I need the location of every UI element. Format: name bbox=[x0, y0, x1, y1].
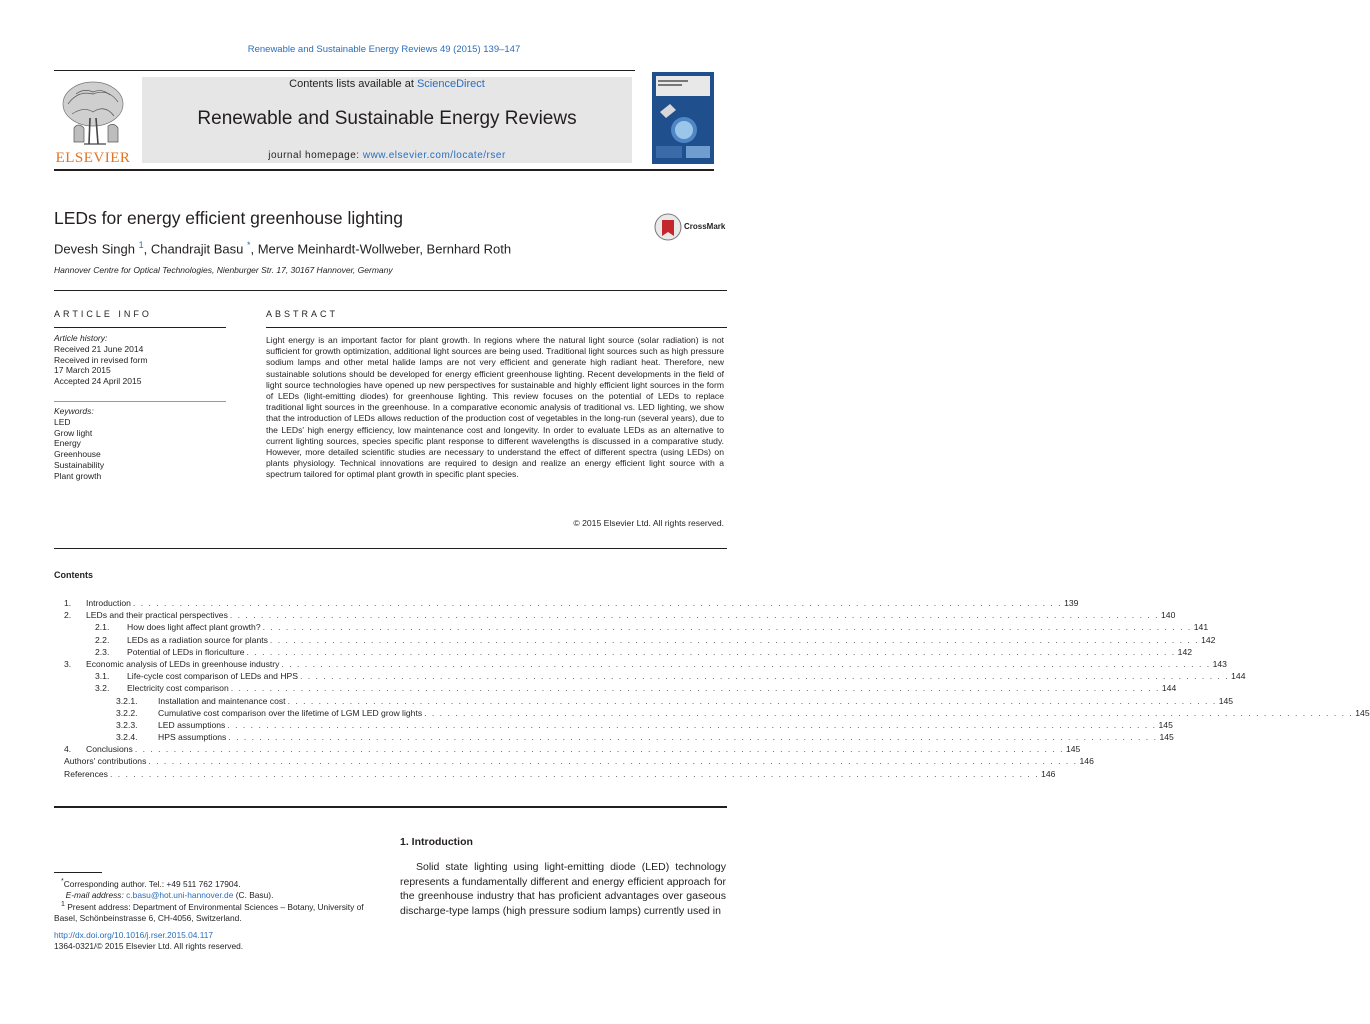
keywords-label: Keywords: bbox=[54, 406, 94, 416]
toc-entry-page[interactable]: 145 bbox=[1065, 744, 1081, 755]
toc-entry-title[interactable]: LEDs as a radiation source for plants bbox=[127, 634, 268, 645]
toc-leader-dots: . . . . . . . . . . . . . . . . . . . . . . . . . . . . . . . . . . . . . . . . . . . . . . . . . . . . . . . . . . . . . . . . . . . . . . . . . . . . . . . . . . . . . . . . . . . . . . . . . . . . . . . . . . . . . . . . . . . . . . . . bbox=[132, 598, 1063, 608]
keyword: LED bbox=[54, 416, 71, 427]
toc-entry-title[interactable]: Introduction bbox=[86, 598, 131, 608]
keyword: Sustainability bbox=[54, 459, 105, 470]
toc-entry-title[interactable]: Conclusions bbox=[86, 744, 133, 755]
toc-entry[interactable] bbox=[64, 768, 1056, 781]
keyword: Energy bbox=[54, 438, 81, 449]
article-info-heading: ARTICLE INFO bbox=[54, 309, 152, 319]
history-line: Received in revised form bbox=[54, 354, 148, 365]
toc-entry[interactable] bbox=[64, 707, 1370, 720]
article-history bbox=[54, 333, 148, 387]
author-name[interactable]: Devesh Singh bbox=[54, 241, 135, 257]
author-name[interactable]: Merve Meinhardt-Wollweber bbox=[257, 241, 420, 257]
journal-homepage-link[interactable]: www.elsevier.com/locate/rser bbox=[362, 150, 506, 161]
author-name[interactable]: Bernhard Roth bbox=[426, 241, 512, 257]
toc-leader-dots: . . . . . . . . . . . . . . . . . . . . . . . . . . . . . . . . . . . . . . . . . . . . . . . . . . . . . . . . . . . . . . . . . . . . . . . . . . . . . . . . . . . . . . . . . . . . . . . . . . . . . . . . . . . . . . . . . . . . . . . . bbox=[227, 719, 1157, 730]
toc-entry-title[interactable]: How does light affect plant growth? bbox=[127, 622, 261, 633]
toc-entry-page[interactable]: 145 bbox=[1355, 707, 1370, 718]
email-link[interactable]: c.basu@hot.uni-hannover.de bbox=[126, 889, 234, 900]
author-affiliation: Hannover Centre for Optical Technologies, Nienburger Str. 17, 30167 Hannover, Germany bbox=[54, 265, 393, 275]
author-footnote-mark[interactable]: 1 bbox=[138, 240, 144, 250]
header-bottom-rule bbox=[54, 169, 714, 171]
toc-leader-dots: . . . . . . . . . . . . . . . . . . . . . . . . . . . . . . . . . . . . . . . . . . . . . . . . . . . . . . . . . . . . . . . . . . . . . . . . . . . . . . . . . . . . . . . . . . . . . . . . . . . . . . . . . . . . . . . . . . . . . . . . bbox=[281, 658, 1211, 669]
table-of-contents bbox=[64, 598, 1370, 781]
toc-entry-number: 3.2. bbox=[95, 683, 110, 694]
contents-rule bbox=[54, 548, 727, 549]
toc-leader-dots: . . . . . . . . . . . . . . . . . . . . . . . . . . . . . . . . . . . . . . . . . . . . . . . . . . . . . . . . . . . . . . . . . . . . . . . . . . . . . . . . . . . . . . . . . . . . . . . . . . . . . . . . . . . . . . . . . . . . . . . . bbox=[424, 707, 1354, 718]
toc-entry-number: 3. bbox=[64, 658, 72, 669]
abstract-text: Light energy is an important factor for plant growth. In regions where the natural light source (solar radiation) is not sufficient for growth optimization, additional light sources are being used. Traditional light sources such as high pressure sodium lamps and other metal halide lamps are not very efficient and generate high radiant heat. Therefore, new sustainable solutions should be developed for energy efficient greenhouse lighting. Recent developments in the field of light source technologies have opened up new perspectives for sustainable and highly efficient light sources in the form of LEDs (light-emitting diodes) for greenhouse lighting. This review focuses on the potential of LEDs to replace traditional light sources in the greenhouse. In a comparative economic analysis of traditional vs. LED lighting, we show that the introduction of LEDs allows reduction of the production cost of vegetables in the long-run (several years), due to the LEDs' high energy efficiency, low maintenance cost and longevity. In order to evaluate LEDs as an alternative to current lighting sources, species specific plant response to different wavelengths is discussed in a comparative study. However, more detailed scientific studies are necessary to understand the effect of different spectra (using LEDs) on plants physiology. Technical innovations are required to design and realize an energy efficient light source with a spectrum tailored for optimal plant growth in specific plant species. bbox=[266, 335, 724, 480]
toc-entry[interactable] bbox=[64, 671, 1246, 683]
toc-entry[interactable] bbox=[64, 622, 1209, 634]
toc-entry-page[interactable]: 145 bbox=[1159, 732, 1174, 743]
toc-leader-dots: . . . . . . . . . . . . . . . . . . . . . . . . . . . . . . . . . . . . . . . . . . . . . . . . . . . . . . . . . . . . . . . . . . . . . . . . . . . . . . . . . . . . . . . . . . . . . . . . . . . . . . . . . . . . . . . . . . . . . . . . bbox=[228, 732, 1158, 743]
toc-entry-title[interactable]: LEDs and their practical perspectives bbox=[86, 610, 228, 621]
toc-entry-page[interactable]: 142 bbox=[1177, 646, 1193, 657]
toc-entry-number: 3.2.2. bbox=[116, 707, 138, 718]
toc-leader-dots: . . . . . . . . . . . . . . . . . . . . . . . . . . . . . . . . . . . . . . . . . . . . . . . . . . . . . . . . . . . . . . . . . . . . . . . . . . . . . . . . . . . . . . . . . . . . . . . . . . . . . . . . . . . . . . . . . . . . . . . . bbox=[109, 768, 1040, 779]
doi-block bbox=[54, 930, 243, 952]
journal-cover-thumbnail-icon[interactable] bbox=[652, 72, 714, 164]
email-footnote bbox=[54, 890, 384, 901]
toc-entry[interactable] bbox=[64, 646, 1193, 659]
toc-entry[interactable] bbox=[64, 634, 1216, 647]
author-list: Devesh Singh $^1$, Chandrajit Basu *, Merve Meinhardt-Wollweber, Bernhard Roth bbox=[54, 240, 512, 257]
history-line: Received 21 June 2014 bbox=[54, 343, 144, 354]
keyword: Greenhouse bbox=[54, 449, 101, 460]
toc-entry-title[interactable]: Authors' contributions bbox=[64, 756, 147, 767]
sciencedirect-link[interactable]: ScienceDirect bbox=[416, 78, 485, 90]
toc-entry[interactable] bbox=[64, 719, 1173, 732]
email-label: E-mail address: bbox=[65, 889, 127, 900]
toc-entry[interactable] bbox=[64, 610, 1176, 622]
toc-entry-page[interactable]: 146 bbox=[1041, 768, 1056, 779]
journal-citation[interactable]: Renewable and Sustainable Energy Reviews 49 (2015) 139–147 bbox=[247, 44, 521, 55]
toc-entry-number: 4. bbox=[64, 744, 72, 755]
toc-entry-page[interactable]: 145 bbox=[1218, 695, 1234, 706]
toc-leader-dots: . . . . . . . . . . . . . . . . . . . . . . . . . . . . . . . . . . . . . . . . . . . . . . . . . . . . . . . . . . . . . . . . . . . . . . . . . . . . . . . . . . . . . . . . . . . . . . . . . . . . . . . . . . . . . . . . . . . . . . . . bbox=[246, 646, 1176, 657]
toc-entry-page[interactable]: 139 bbox=[1064, 598, 1079, 608]
toc-entry-number: 2.2. bbox=[95, 634, 110, 645]
toc-entry[interactable] bbox=[64, 598, 1079, 610]
history-label: Article history: bbox=[54, 333, 108, 343]
toc-entry-title[interactable]: Economic analysis of LEDs in greenhouse industry bbox=[86, 658, 280, 669]
toc-entry-title[interactable]: Potential of LEDs in floriculture bbox=[127, 646, 245, 657]
toc-entry[interactable] bbox=[64, 756, 1094, 768]
toc-leader-dots: . . . . . . . . . . . . . . . . . . . . . . . . . . . . . . . . . . . . . . . . . . . . . . . . . . . . . . . . . . . . . . . . . . . . . . . . . . . . . . . . . . . . . . . . . . . . . . . . . . . . . . . . . . . . . . . . . . . . . . . . bbox=[229, 610, 1160, 621]
toc-entry-title[interactable]: LED assumptions bbox=[158, 719, 226, 730]
toc-entry-page[interactable]: 142 bbox=[1201, 634, 1216, 645]
keyword: Grow light bbox=[54, 427, 93, 438]
toc-entry[interactable] bbox=[64, 744, 1081, 756]
toc-entry[interactable] bbox=[64, 683, 1177, 695]
toc-entry[interactable] bbox=[64, 732, 1174, 744]
toc-entry-page[interactable]: 145 bbox=[1158, 719, 1173, 730]
author-name[interactable]: Chandrajit Basu bbox=[150, 241, 244, 257]
present-address-text: Present address: Department of Environmental Sciences – Botany, University of Basel, Schönbeinstrasse 6, CH-4056, Switzerland. bbox=[54, 902, 364, 923]
toc-leader-dots: . . . . . . . . . . . . . . . . . . . . . . . . . . . . . . . . . . . . . . . . . . . . . . . . . . . . . . . . . . . . . . . . . . . . . . . . . . . . . . . . . . . . . . . . . . . . . . . . . . . . . . . . . . . . . . . . . . . . . . . . bbox=[134, 744, 1064, 755]
toc-entry-title[interactable]: HPS assumptions bbox=[158, 732, 227, 743]
toc-entry[interactable] bbox=[64, 695, 1234, 708]
journal-homepage-line bbox=[142, 150, 632, 161]
issn-line: 1364-0321/© 2015 Elsevier Ltd. All rights reserved. bbox=[54, 941, 244, 951]
contents-heading: Contents bbox=[54, 570, 93, 580]
toc-entry-number: 2. bbox=[64, 610, 72, 621]
toc-leader-dots: . . . . . . . . . . . . . . . . . . . . . . . . . . . . . . . . . . . . . . . . . . . . . . . . . . . . . . . . . . . . . . . . . . . . . . . . . . . . . . . . . . . . . . . . . . . . . . . . . . . . . . . . . . . . . . . . . . . . . . . . bbox=[148, 756, 1078, 767]
toc-entry[interactable] bbox=[64, 658, 1227, 671]
toc-leader-dots: . . . . . . . . . . . . . . . . . . . . . . . . . . . . . . . . . . . . . . . . . . . . . . . . . . . . . . . . . . . . . . . . . . . . . . . . . . . . . . . . . . . . . . . . . . . . . . . . . . . . . . . . . . . . . . . . . . . . . . . . bbox=[262, 622, 1192, 633]
article-info-rule bbox=[54, 327, 226, 328]
toc-entry-title[interactable]: References bbox=[64, 768, 108, 779]
present-address-footnote bbox=[54, 900, 384, 923]
toc-leader-dots: . . . . . . . . . . . . . . . . . . . . . . . . . . . . . . . . . . . . . . . . . . . . . . . . . . . . . . . . . . . . . . . . . . . . . . . . . . . . . . . . . . . . . . . . . . . . . . . . . . . . . . . . . . . . . . . . . . . . . . . . bbox=[287, 695, 1217, 706]
keywords bbox=[54, 406, 104, 482]
toc-entry-page[interactable]: 146 bbox=[1079, 756, 1094, 767]
contents-available-prefix: Contents lists available at bbox=[289, 78, 417, 90]
introduction-heading: 1. Introduction bbox=[400, 836, 473, 848]
corresponding-author-mark[interactable]: * bbox=[246, 240, 251, 250]
email-suffix: (C. Basu). bbox=[233, 889, 274, 900]
elsevier-wordmark: ELSEVIER bbox=[55, 150, 131, 166]
toc-leader-dots: . . . . . . . . . . . . . . . . . . . . . . . . . . . . . . . . . . . . . . . . . . . . . . . . . . . . . . . . . . . . . . . . . . . . . . . . . . . . . . . . . . . . . . . . . . . . . . . . . . . . . . . . . . . . . . . . . . . . . . . . bbox=[230, 683, 1160, 694]
toc-entry-number: 3.2.4. bbox=[116, 732, 138, 743]
toc-entry-title[interactable]: Cumulative cost comparison over the lifetime of LGM LED grow lights bbox=[158, 707, 423, 718]
history-line: Accepted 24 April 2015 bbox=[54, 376, 142, 387]
crossmark-label[interactable]: CrossMark bbox=[684, 222, 726, 231]
footnotes bbox=[54, 877, 384, 924]
toc-entry-page[interactable]: 144 bbox=[1231, 671, 1246, 682]
homepage-prefix: journal homepage: bbox=[268, 150, 363, 161]
journal-title: Renewable and Sustainable Energy Reviews bbox=[197, 108, 577, 129]
abstract-copyright: © 2015 Elsevier Ltd. All rights reserved. bbox=[573, 518, 724, 528]
toc-entry-title[interactable]: Electricity cost comparison bbox=[127, 683, 229, 694]
toc-leader-dots: . . . . . . . . . . . . . . . . . . . . . . . . . . . . . . . . . . . . . . . . . . . . . . . . . . . . . . . . . . . . . . . . . . . . . . . . . . . . . . . . . . . . . . . . . . . . . . . . . . . . . . . . . . . . . . . . . . . . . . . . bbox=[300, 671, 1230, 682]
toc-entry-number: 2.3. bbox=[95, 646, 110, 657]
toc-entry-number: 2.1. bbox=[95, 622, 110, 633]
footnote-rule bbox=[54, 872, 102, 873]
history-line: 17 March 2015 bbox=[54, 365, 111, 376]
toc-entry-page[interactable]: 144 bbox=[1161, 683, 1177, 694]
toc-entry-number: 3.2.1. bbox=[116, 695, 138, 706]
contents-available-line bbox=[142, 78, 632, 90]
toc-entry-title[interactable]: Life-cycle cost comparison of LEDs and HPS bbox=[127, 671, 298, 682]
toc-entry-number: 3.1. bbox=[95, 671, 110, 682]
toc-entry-page[interactable]: 140 bbox=[1161, 610, 1176, 621]
keyword: Plant growth bbox=[54, 470, 102, 481]
keywords-rule bbox=[54, 401, 226, 402]
toc-entry-title[interactable]: Installation and maintenance cost bbox=[158, 695, 286, 706]
corresponding-text: Corresponding author. Tel.: +49 511 762 17904. bbox=[63, 878, 241, 889]
toc-entry-page[interactable]: 141 bbox=[1193, 622, 1209, 633]
toc-leader-dots: . . . . . . . . . . . . . . . . . . . . . . . . . . . . . . . . . . . . . . . . . . . . . . . . . . . . . . . . . . . . . . . . . . . . . . . . . . . . . . . . . . . . . . . . . . . . . . . . . . . . . . . . . . . . . . . . . . . . . . . . bbox=[269, 634, 1200, 645]
article-title: LEDs for energy efficient greenhouse lighting bbox=[54, 208, 403, 228]
footnote-mark: 1 bbox=[60, 901, 65, 909]
toc-entry-page[interactable]: 143 bbox=[1212, 658, 1227, 669]
title-rule bbox=[54, 290, 727, 291]
toc-entry-number: 3.2.3. bbox=[116, 719, 138, 730]
footnote-mark: * bbox=[60, 878, 64, 885]
toc-entry-number: 1. bbox=[64, 598, 72, 608]
contents-bottom-rule bbox=[54, 806, 727, 808]
abstract-heading: ABSTRACT bbox=[266, 309, 339, 319]
introduction-text: Solid state lighting using light-emitting diode (LED) technology represents a fundamentally different and energy efficient approach for the greenhouse industry that has proficient advantages over gaseous discharge-type lamps (high pressure sodium lamps) currently used in bbox=[400, 861, 726, 917]
abstract-rule bbox=[266, 327, 727, 328]
header-rule bbox=[54, 70, 635, 71]
doi-link[interactable]: http://dx.doi.org/10.1016/j.rser.2015.04.117 bbox=[54, 930, 214, 940]
corresponding-footnote bbox=[54, 877, 384, 890]
